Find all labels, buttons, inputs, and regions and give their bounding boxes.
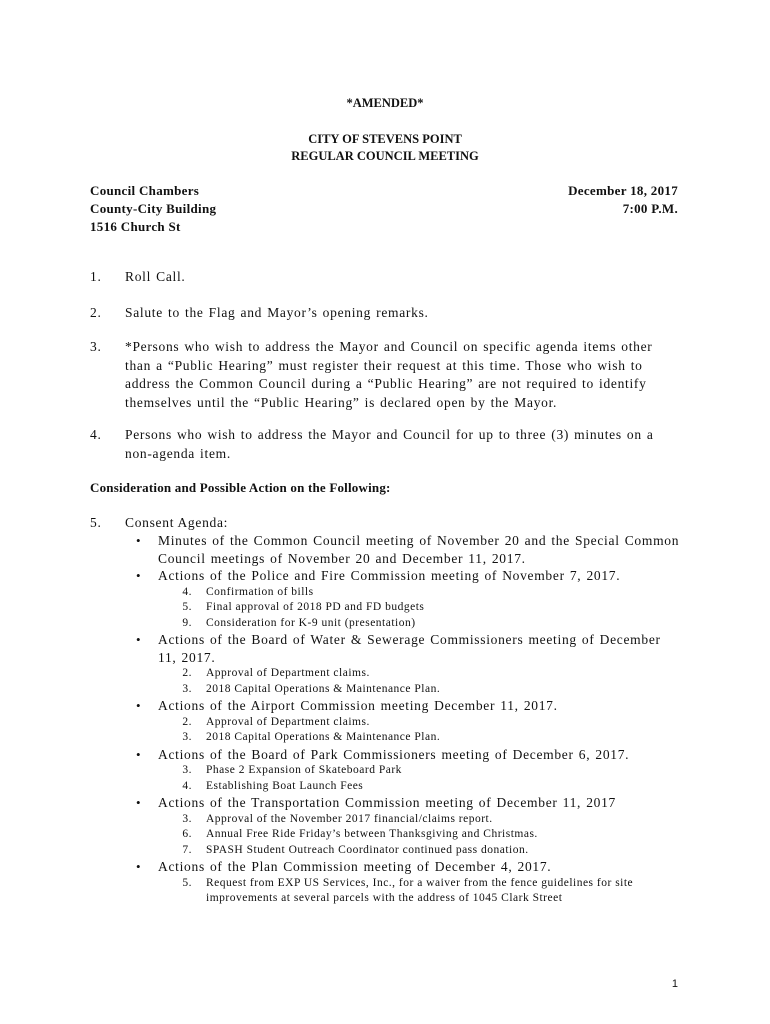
meeting-title: REGULAR COUNCIL MEETING: [291, 149, 479, 163]
sub-item-text: Establishing Boat Launch Fees: [206, 779, 364, 792]
item-number: 5.: [90, 515, 102, 530]
consent-bullet: [136, 858, 680, 876]
sub-item-number: 5.: [182, 876, 192, 889]
bullet-text: Actions of the Transportation Commission meeting of December 11, 2017: [158, 795, 617, 810]
sub-item-number: 3.: [182, 682, 192, 695]
sub-item-number: 5.: [182, 601, 192, 613]
sub-item: [182, 843, 680, 859]
sub-item: [182, 616, 680, 632]
sub-item: [182, 585, 680, 601]
section-title: Consideration and Possible Action on the Following:: [90, 480, 391, 495]
consent-bullet: [136, 631, 680, 666]
sub-item-number: 2.: [182, 667, 192, 679]
consent-bullet: [136, 746, 680, 764]
sub-item-number: 4.: [182, 779, 192, 792]
sub-item: [182, 763, 680, 779]
consent-bullets: [90, 532, 680, 907]
item-text: *Persons who wish to address the Mayor and Council on specific agenda items other than a “Public Hearing” must register their request at this time. Those who wish to address the Common Council during a “Public Hearing” are not required to identify themselves until the “Public Hearing” is declared open by the Mayor.: [125, 339, 653, 410]
location-line-2: County-City Building: [90, 201, 217, 216]
bullet-icon: •: [136, 568, 142, 583]
sub-item: [182, 600, 680, 616]
sub-item-text: Approval of Department claims.: [206, 667, 370, 679]
sub-item-text: SPASH Student Outreach Coordinator continued pass donation.: [206, 843, 529, 856]
consent-bullet: [136, 532, 680, 567]
consent-bullet: [136, 567, 680, 585]
agenda-item-2: [90, 304, 680, 323]
sub-item-number: 7.: [182, 843, 192, 856]
agenda-item-1: [90, 268, 680, 287]
bullet-text: Actions of the Board of Park Commissioners meeting of December 6, 2017.: [158, 746, 630, 762]
sub-item: [182, 812, 680, 828]
bullet-icon: •: [136, 698, 142, 713]
bullet-text: Minutes of the Common Council meeting of November 20 and the Special Common Council meetings of November 20 and December 11, 2017.: [158, 533, 680, 566]
sub-item: [182, 730, 680, 746]
sub-item-number: 2.: [182, 715, 192, 728]
agenda-item-3: [90, 338, 680, 412]
city-title: CITY OF STEVENS POINT: [308, 132, 462, 146]
bullet-icon: •: [136, 859, 142, 874]
sub-item: [182, 715, 680, 731]
sub-item-number: 3.: [182, 764, 192, 776]
consent-agenda: [90, 514, 680, 907]
sub-item-text: Approval of the November 2017 financial/claims report.: [206, 812, 493, 825]
item-number: 2.: [90, 305, 102, 320]
item-number: 3.: [90, 339, 102, 354]
sub-item-text: Phase 2 Expansion of Skateboard Park: [206, 764, 402, 776]
location-line-3: 1516 Church St: [90, 219, 181, 234]
sub-item-text: Consideration for K-9 unit (presentation): [206, 616, 416, 629]
sub-item-text: Final approval of 2018 PD and FD budgets: [206, 601, 425, 613]
consent-label: Consent Agenda:: [125, 515, 229, 530]
sub-item-text: Approval of Department claims.: [206, 715, 370, 728]
sub-item-text: Annual Free Ride Friday’s between Thanksgiving and Christmas.: [206, 828, 538, 840]
item-text: Persons who wish to address the Mayor and Council for up to three (3) minutes on a non-agenda item.: [125, 427, 654, 461]
sub-item-number: 6.: [182, 828, 192, 840]
sub-item: [182, 666, 680, 682]
location-line-1: Council Chambers: [90, 183, 200, 198]
sub-item-text: Confirmation of bills: [206, 585, 314, 598]
sub-item-text: Request from EXP US Services, Inc., for a waiver from the fence guidelines for site improvements at several parcels with the address of 1045 Clark Street: [206, 876, 634, 904]
bullet-icon: •: [136, 746, 142, 762]
bullet-icon: •: [136, 632, 142, 647]
meeting-time: 7:00 P.M.: [622, 201, 678, 216]
item-number: 4.: [90, 427, 102, 442]
agenda-item-4: [90, 426, 680, 463]
consent-bullet: [136, 697, 680, 715]
meeting-date: December 18, 2017: [568, 183, 678, 198]
sub-item-text: 2018 Capital Operations & Maintenance Plan.: [206, 731, 441, 743]
item-text: Roll Call.: [125, 269, 186, 284]
page-number: 1: [671, 978, 678, 990]
sub-item: [182, 682, 680, 698]
sub-item-number: 3.: [182, 812, 192, 825]
sub-item: [182, 779, 680, 795]
item-text: Salute to the Flag and Mayor’s opening remarks.: [125, 305, 429, 320]
bullet-icon: •: [136, 533, 142, 548]
consent-bullet: [136, 794, 680, 812]
sub-item: [182, 876, 680, 907]
sub-item: [182, 827, 680, 843]
bullet-icon: •: [136, 795, 142, 810]
sub-item-number: 3.: [182, 731, 192, 743]
sub-item-number: 4.: [182, 585, 192, 598]
bullet-text: Actions of the Board of Water & Sewerage Commissioners meeting of December 11, 2017.: [158, 632, 661, 665]
amended-label: *AMENDED*: [346, 96, 424, 110]
item-number: 1.: [90, 269, 102, 284]
sub-item-text: 2018 Capital Operations & Maintenance Plan.: [206, 682, 441, 695]
sub-item-number: 9.: [182, 616, 192, 629]
bullet-text: Actions of the Police and Fire Commission meeting of November 7, 2017.: [158, 568, 621, 583]
bullet-text: Actions of the Plan Commission meeting of December 4, 2017.: [158, 859, 552, 874]
bullet-text: Actions of the Airport Commission meeting December 11, 2017.: [158, 698, 558, 713]
